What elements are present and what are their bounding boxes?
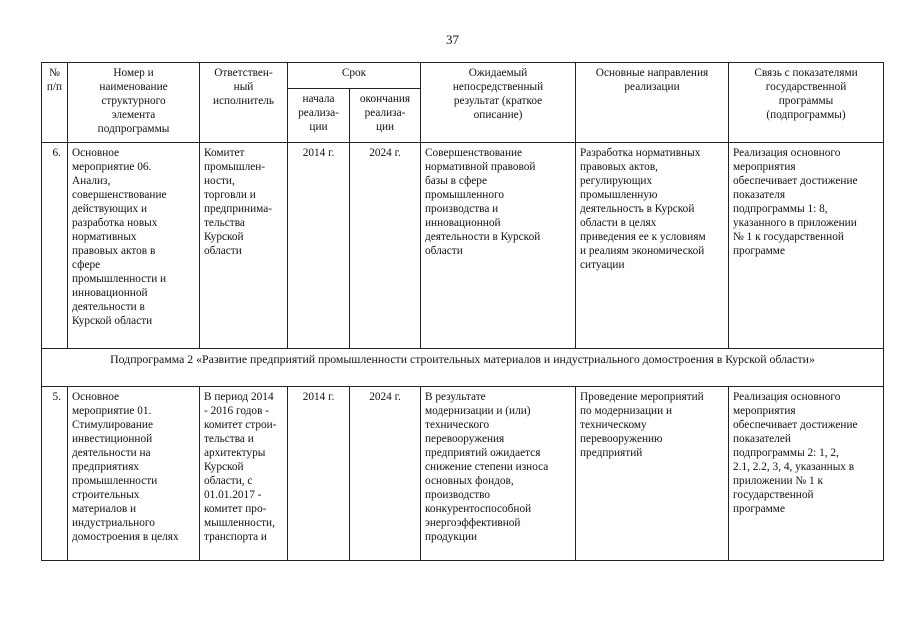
row-end: 2024 г. — [350, 387, 421, 561]
row-executor: В период 2014 - 2016 годов - комитет строи- тельства и архитектуры Курской области, с 01.01.2017 - комитет про- мышленности, транспорта и — [200, 387, 288, 561]
header-start: начала реализа- ции — [288, 89, 350, 143]
header-result: Ожидаемый непосредственный результат (краткое описание) — [421, 63, 576, 143]
row-directions: Разработка нормативных правовых актов, регулирующих промышленную деятельность в Курской области в целях приведения ее к условиям и реалиям экономической ситуации — [576, 143, 729, 349]
header-executor: Ответствен- ный исполнитель — [200, 63, 288, 143]
row-link: Реализация основного мероприятия обеспечивает достижение показателя подпрограммы 1: 8, указанного в приложении № 1 к государственной программе — [729, 143, 884, 349]
row-start: 2014 г. — [288, 387, 350, 561]
row-start: 2014 г. — [288, 143, 350, 349]
section-title: Подпрограмма 2 «Развитие предприятий промышленности строительных материалов и индустриального домостроения в Курской области» — [42, 349, 884, 387]
header-num: № п/п — [42, 63, 68, 143]
section-row — [42, 349, 884, 387]
table-row — [42, 387, 884, 561]
row-result: Совершенствование нормативной правовой базы в сфере промышленного производства и инновационной деятельности в Курской области — [421, 143, 576, 349]
header-name: Номер и наименование структурного элемента подпрограммы — [68, 63, 200, 143]
row-end: 2024 г. — [350, 143, 421, 349]
row-name: Основное мероприятие 06. Анализ, совершенствование действующих и разработка новых нормативных правовых актов в сфере промышленности и инновационной деятельности в Курской области — [68, 143, 200, 349]
program-table — [41, 62, 884, 561]
row-num: 5. — [42, 387, 68, 561]
header-link: Связь с показателями государственной программы (подпрограммы) — [729, 63, 884, 143]
row-name: Основное мероприятие 01. Стимулирование инвестиционной деятельности на предприятиях промышленности строительных материалов и индустриального домостроения в целях — [68, 387, 200, 561]
row-executor: Комитет промышлен- ности, торговли и предпринима- тельства Курской области — [200, 143, 288, 349]
row-num: 6. — [42, 143, 68, 349]
row-link: Реализация основного мероприятия обеспечивает достижение показателей подпрограммы 2: 1, 2, 2.1, 2.2, 3, 4, указанных в приложении № 1 к государственной программе — [729, 387, 884, 561]
row-directions: Проведение мероприятий по модернизации и техническому перевооружению предприятий — [576, 387, 729, 561]
header-period: Срок — [288, 63, 421, 89]
row-result: В результате модернизации и (или) технического перевооружения предприятий ожидается снижение степени износа основных фондов, производство конкурентоспособной энергоэффективной продукции — [421, 387, 576, 561]
page-number: 37 — [446, 32, 459, 47]
header-end: окончания реализа- ции — [350, 89, 421, 143]
table-row — [42, 143, 884, 349]
header-directions: Основные направления реализации — [576, 63, 729, 143]
